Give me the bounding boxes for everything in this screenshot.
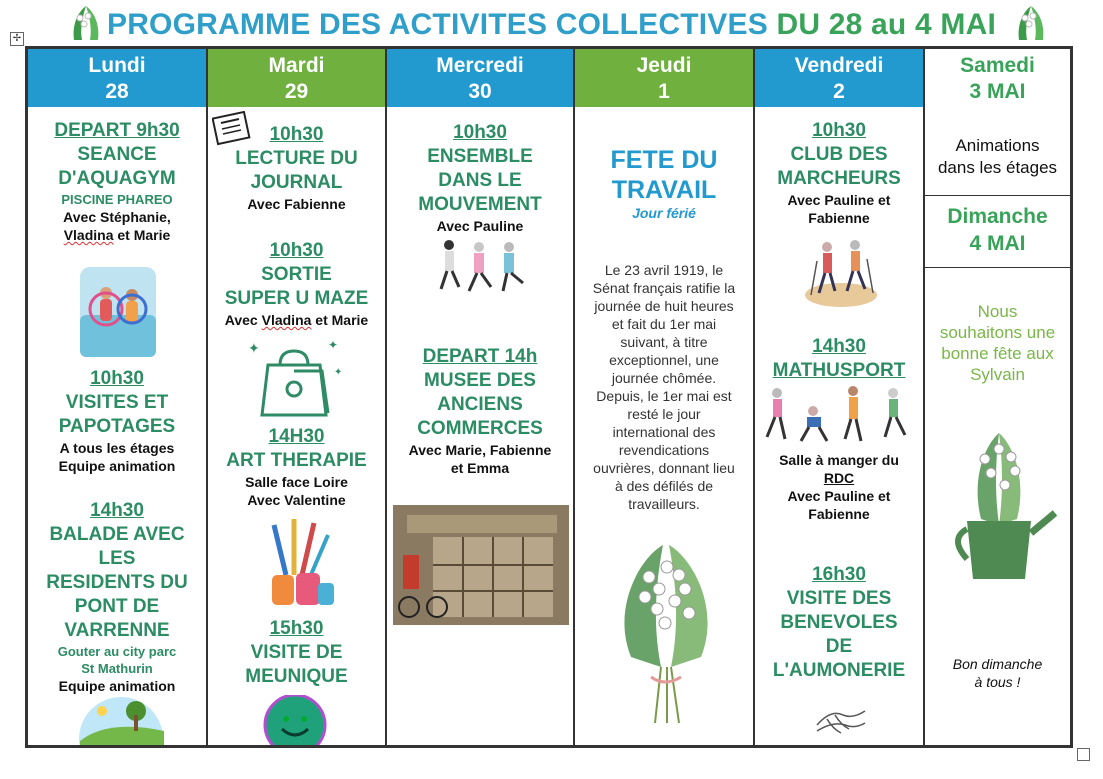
activity-aquagym: DEPART 9h30 SEANCE D'AQUAGYM PISCINE PHAREO Avec Stéphanie, Vladina et Marie xyxy=(54,120,180,243)
divider xyxy=(925,267,1070,268)
column-mardi xyxy=(208,49,387,745)
svg-text:✦: ✦ xyxy=(248,340,260,356)
day-header-mercredi: Mercredi 30 xyxy=(387,49,573,107)
day-header-mardi: Mardi 29 xyxy=(208,49,385,107)
smiley-face-icon xyxy=(262,695,328,745)
old-shop-photo xyxy=(393,505,569,625)
column-mercredi xyxy=(387,49,575,745)
activity-mathusport: 14h30 MATHUSPORT xyxy=(772,336,906,381)
watering-can-muguet-illustration xyxy=(941,429,1057,585)
activity-visites-papotages: 10h30 VISITES ET PAPOTAGES A tous les étages Equipe animation xyxy=(58,368,176,474)
activity-benevoles-aumonerie: 16h30 VISITE DES BENEVOLES DE L'AUMONERIE xyxy=(772,564,906,681)
page-title xyxy=(0,8,1103,42)
shopping-bags-icon xyxy=(238,335,348,419)
svg-text:✦: ✦ xyxy=(328,338,339,352)
bonne-fete-message: Nous souhaitons une bonne fête aux Sylvain xyxy=(939,302,1056,384)
day-header-jeudi: Jeudi 1 xyxy=(575,49,753,107)
bon-dimanche-message: Bon dimanche à tous ! xyxy=(952,656,1043,690)
helping-hands-icon xyxy=(813,699,869,739)
column-weekend xyxy=(925,49,1070,745)
divider xyxy=(925,195,1070,196)
paint-brushes-icon xyxy=(254,515,340,607)
day-header-samedi: Samedi 3 MAI xyxy=(925,49,1070,107)
activity-balade: 14h30 BALADE AVEC LES RESIDENTS DU PONT DE VARRENNE Gouter au city parc St Mathurin Equipe animation xyxy=(46,500,188,694)
activity-mathusport-details: Salle à manger du RDC Avec Pauline et Fabienne xyxy=(779,452,899,522)
aquagym-illustration xyxy=(78,265,158,359)
activity-lecture-journal: 10h30 LECTURE DU JOURNAL Avec Fabienne xyxy=(235,124,358,212)
title-part1: PROGRAMME DES ACTIVITES COLLECTIVES xyxy=(106,8,768,41)
column-jeudi xyxy=(575,49,755,745)
activity-art-therapie: 14H30 ART THERAPIE Salle face Loire Avec Valentine xyxy=(226,426,367,508)
column-vendredi xyxy=(755,49,925,745)
schedule-table xyxy=(25,46,1073,748)
nordic-walkers-illustration xyxy=(803,237,879,307)
fete-du-travail-text: Le 23 avril 1919, le Sénat français ratifie la journée de huit heures et fait du 1er mai suivant, à titre exceptionnel, une journée chômée. Depuis, le 1er mai est resté le jour international des revendications ouvrières, donnant lieu à des défilés de travailleurs. xyxy=(592,262,736,512)
activity-club-marcheurs: 10h30 CLUB DES MARCHEURS Avec Pauline et Fabienne xyxy=(777,120,901,226)
samedi-animations: Animations dans les étages xyxy=(937,136,1058,177)
day-header-lundi: Lundi 28 xyxy=(28,49,206,107)
svg-text:✦: ✦ xyxy=(334,367,343,378)
landscape-illustration xyxy=(78,697,164,745)
title-part2: DU 28 au 4 MAI xyxy=(776,8,996,41)
dancing-seniors-illustration xyxy=(433,237,529,295)
table-resize-handle[interactable] xyxy=(1077,748,1090,761)
muguet-bouquet-illustration xyxy=(601,537,731,727)
lily-of-the-valley-icon xyxy=(68,4,104,42)
activity-sortie-super-u: 10h30 SORTIE SUPER U MAZE Avec Vladina et Marie xyxy=(224,240,369,328)
table-move-handle[interactable]: ✢ xyxy=(10,32,24,46)
activity-musee-commerces: DEPART 14h MUSEE DES ANCIENS COMMERCES Avec Marie, Fabienne et Emma xyxy=(408,346,552,476)
day-header-dimanche: Dimanche 4 MAI xyxy=(947,205,1048,255)
column-lundi xyxy=(28,49,208,745)
day-header-vendredi: Vendredi 2 xyxy=(755,49,923,107)
lily-of-the-valley-icon xyxy=(1013,4,1049,42)
activity-visite-meunique: 15h30 VISITE DE MEUNIQUE xyxy=(245,618,348,687)
fete-du-travail: FETE DU TRAVAIL Jour férié xyxy=(610,146,718,221)
exercising-seniors-illustration xyxy=(761,383,919,447)
activity-ensemble-mouvement: 10h30 ENSEMBLE DANS LE MOUVEMENT Avec Pauline xyxy=(418,122,542,234)
